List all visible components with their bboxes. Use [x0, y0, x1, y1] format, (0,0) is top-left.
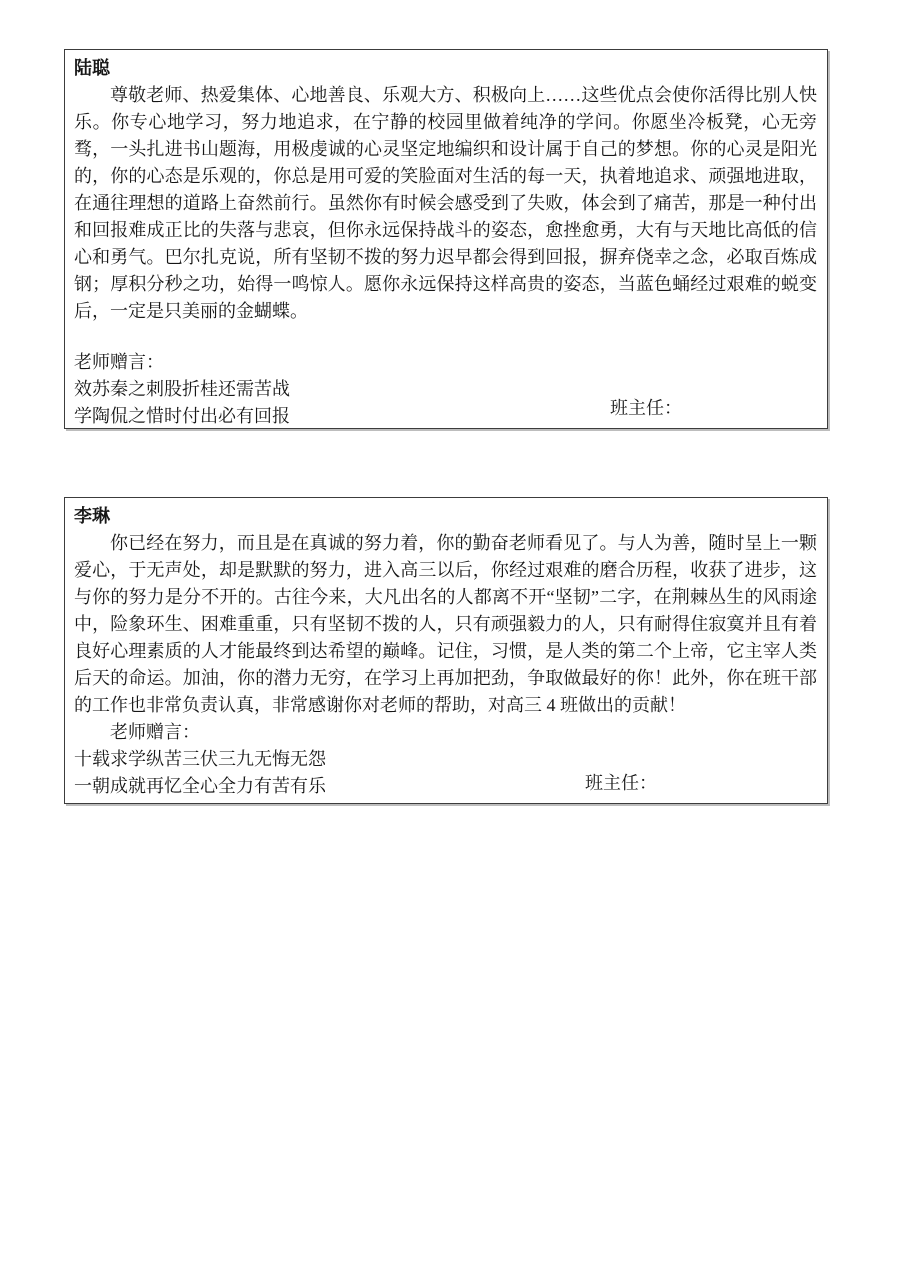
gift-couplet-line: 效苏秦之刺股折桂还需苦战	[74, 379, 290, 399]
teacher-gift-label: 老师赠言：	[110, 722, 200, 742]
teacher-comment-text: 你已经在努力，而且是在真诚的努力着，你的勤奋老师看见了。与人为善，随时呈上一颗爱心，于无声处，却是默默的努力，进入高三以后，你经过艰难的磨合历程，收获了进步，这与你的努力是分不开的。古往今来，大凡出名的人都离不开“坚韧”二字，在荆棘丛生的风雨途中，险象环生、困难重重，只有坚韧不拨的人，只有顽强毅力的人，只有耐得住寂寞并且有着良好心理素质的人才能最终到达希望的巅峰。记住，习惯，是人类的第二个上帝，它主宰人类后天的命运。加油，你的潜力无穷，在学习上再加把劲，争取做最好的你！此外，你在班干部的工作也非常负责认真，非常感谢你对老师的帮助，对高三 4 班做出的贡献！	[74, 533, 817, 715]
gift-couplet-line: 学陶侃之惜时付出必有回报	[74, 406, 290, 426]
student-name: 陆聪	[74, 58, 110, 78]
student-comment-card	[64, 49, 828, 429]
student-comment-card	[64, 497, 828, 804]
gift-couplet-line: 十载求学纵苦三伏三九无悔无怨	[74, 749, 326, 769]
gift-couplet-line: 一朝成就再忆全心全力有苦有乐	[74, 776, 326, 796]
head-teacher-signature-label: 班主任：	[585, 773, 657, 793]
head-teacher-signature-label: 班主任：	[610, 398, 682, 418]
teacher-gift-label: 老师赠言：	[74, 352, 164, 372]
teacher-comment-text: 尊敬老师、热爱集体、心地善良、乐观大方、积极向上……这些优点会使你活得比别人快乐。你专心地学习，努力地追求，在宁静的校园里做着纯净的学问。你愿坐冷板凳，心无旁骛，一头扎进书山题海，用极虔诚的心灵坚定地编织和设计属于自己的梦想。你的心灵是阳光的，你的心态是乐观的，你总是用可爱的笑脸面对生活的每一天，执着地追求、顽强地进取，在通往理想的道路上奋然前行。虽然你有时候会感受到了失败，体会到了痛苦，那是一种付出和回报难成正比的失落与悲哀，但你永远保持战斗的姿态，愈挫愈勇，大有与天地比高低的信心和勇气。巴尔扎克说，所有坚韧不拨的努力迟早都会得到回报，摒弃侥幸之念，必取百炼成钢；厚积分秒之功，始得一鸣惊人。愿你永远保持这样高贵的姿态，当蓝色蛹经过艰难的蜕变后，一定是只美丽的金蝴蝶。	[74, 85, 817, 321]
student-name: 李琳	[74, 506, 110, 526]
